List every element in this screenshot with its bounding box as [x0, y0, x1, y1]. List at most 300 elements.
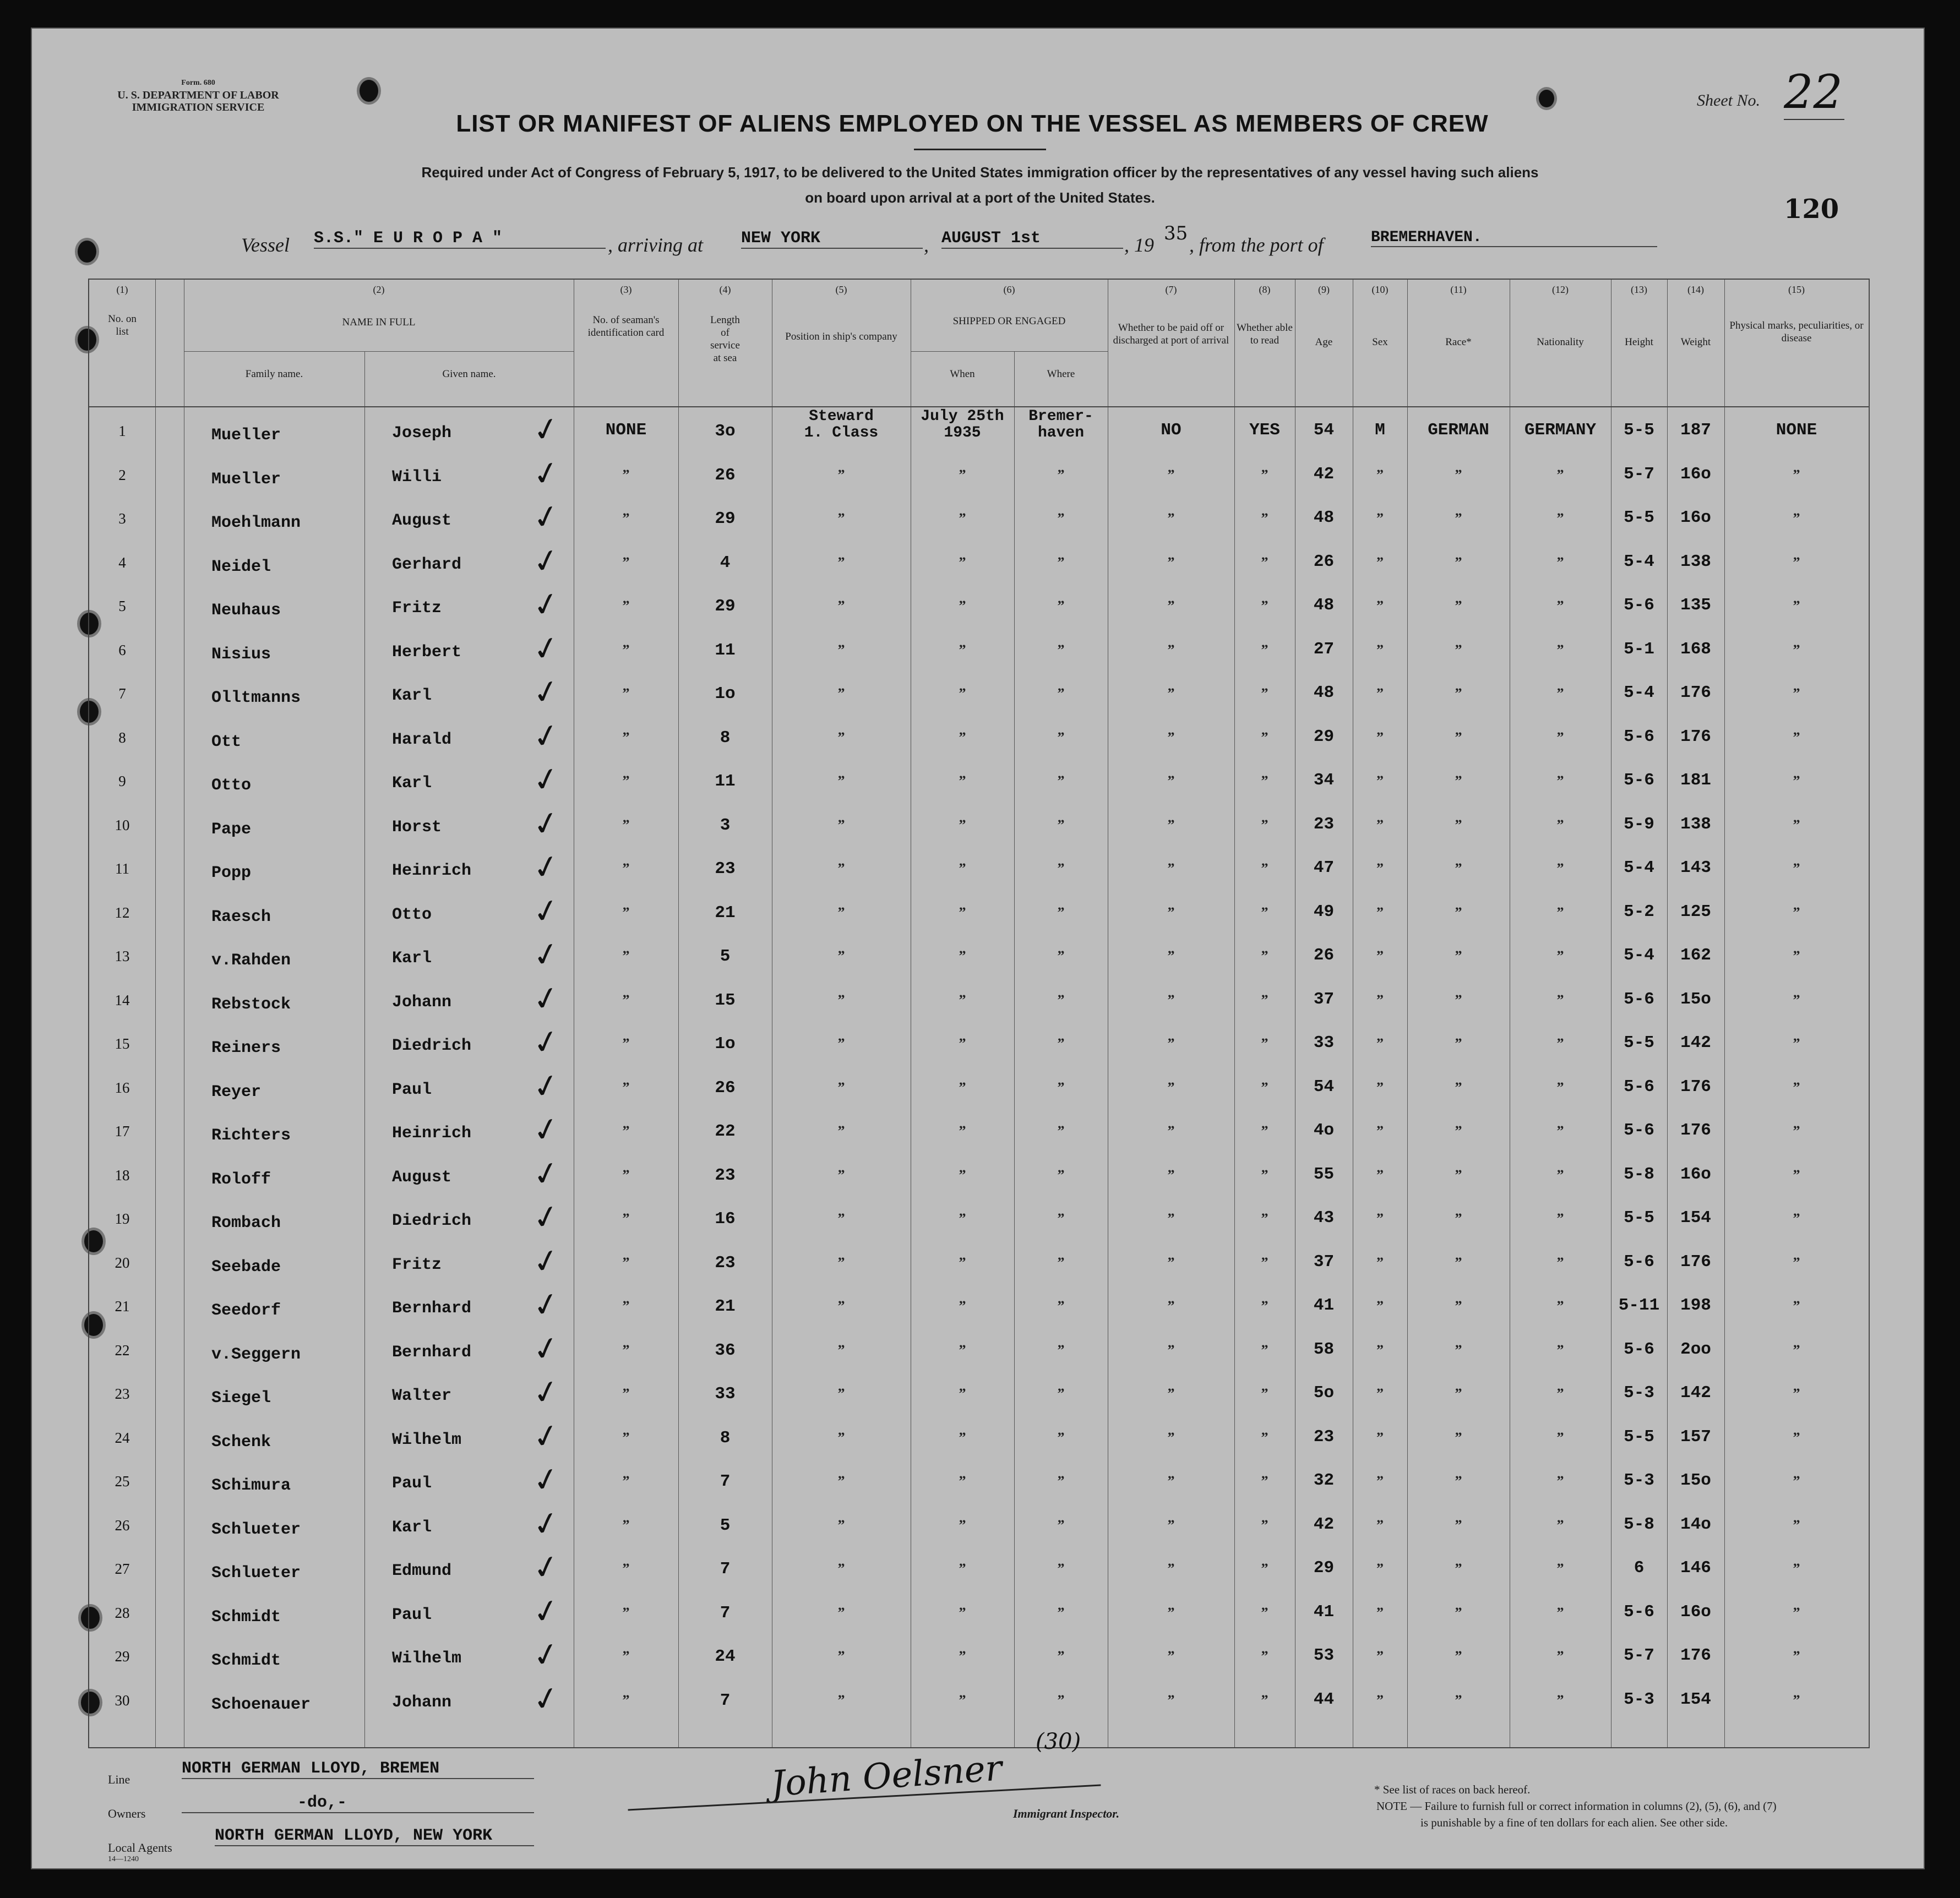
ditto-mark: ” [1167, 1692, 1175, 1708]
ditto-mark: ” [1057, 1561, 1065, 1577]
ditto-mark: ” [959, 816, 966, 833]
ditto-mark: ” [1057, 1386, 1065, 1401]
ditto-mark: ” [1556, 1692, 1564, 1708]
ditto-mark: ” [1261, 991, 1268, 1008]
ditto-mark: ” [1793, 1473, 1800, 1489]
service-length: 4 [720, 553, 731, 572]
ditto-mark: ” [1455, 1298, 1462, 1314]
service-length: 15 [715, 990, 736, 1010]
ditto-mark: ” [837, 1341, 845, 1358]
ditto-mark: ” [622, 1604, 630, 1621]
ditto-mark: ” [1793, 1166, 1800, 1183]
shipped-where [1014, 408, 1108, 441]
races-note: * See list of races on back hereof. [1374, 1783, 1531, 1796]
service-length: 29 [715, 597, 736, 616]
weight: 187 [1680, 421, 1711, 440]
service-length: 36 [715, 1340, 736, 1360]
ditto-mark: ” [1556, 1035, 1564, 1051]
ditto-mark: ” [1793, 729, 1800, 745]
ditto-mark: ” [1455, 1166, 1462, 1183]
weight: 14o [1680, 1514, 1711, 1534]
ditto-mark: ” [1556, 1386, 1564, 1401]
family-name: Popp [211, 864, 252, 882]
ditto-mark: ” [622, 1517, 630, 1533]
ditto-mark: ” [1793, 991, 1800, 1008]
weight: 181 [1680, 771, 1711, 790]
ditto-mark: ” [959, 1341, 966, 1358]
arrival-port: NEW YORK [741, 229, 923, 249]
height: 5-5 [1624, 421, 1654, 440]
arrival-date: AUGUST 1st [941, 229, 1123, 249]
given-name: Bernhard [392, 1299, 472, 1318]
sex: M [1375, 421, 1385, 440]
ditto-mark: ” [622, 1473, 630, 1489]
age: 26 [1313, 946, 1335, 965]
weight: 146 [1680, 1558, 1711, 1578]
ditto-mark: ” [837, 948, 845, 964]
height: 5-3 [1624, 1689, 1654, 1709]
service-length: 3 [720, 815, 731, 835]
column-number: (9) [1318, 284, 1330, 295]
checkmark: ✓ [529, 627, 563, 669]
service-length: 22 [715, 1122, 736, 1141]
ditto-mark: ” [1057, 598, 1065, 614]
family-name: Schmidt [211, 1607, 281, 1627]
ditto-mark: ” [837, 554, 845, 570]
ditto-mark: ” [1167, 1648, 1175, 1664]
service-length: 23 [715, 859, 736, 879]
weight: 176 [1680, 727, 1711, 746]
ditto-mark: ” [959, 641, 966, 658]
ditto-mark: ” [1261, 1166, 1268, 1183]
ditto-mark: ” [1167, 1604, 1175, 1621]
service-length: 7 [720, 1472, 731, 1491]
family-name: Richters [211, 1126, 291, 1145]
ditto-mark: ” [1167, 598, 1175, 614]
position-line: Steward [809, 408, 874, 425]
service-length: 23 [715, 1165, 736, 1185]
row-number: 14 [115, 991, 130, 1008]
ditto-mark: ” [837, 991, 845, 1008]
ditto-mark: ” [1455, 1035, 1462, 1051]
row-number: 26 [115, 1517, 130, 1534]
ditto-mark: ” [1455, 466, 1462, 483]
checkmark: ✓ [529, 539, 563, 582]
ditto-mark: ” [1167, 816, 1175, 833]
weight: 138 [1680, 552, 1711, 571]
row-number: 15 [115, 1035, 130, 1052]
owners-value: -do,- [182, 1793, 534, 1813]
age: 32 [1313, 1471, 1335, 1490]
ditto-mark: ” [837, 1429, 845, 1446]
ditto-mark: ” [1793, 510, 1800, 526]
ditto-mark: ” [959, 1561, 966, 1577]
ditto-mark: ” [1057, 991, 1065, 1008]
ditto-mark: ” [837, 1298, 845, 1314]
age: 29 [1313, 1558, 1335, 1578]
column-number: (4) [719, 284, 731, 295]
ditto-mark: ” [1376, 1604, 1384, 1621]
sheet-label: Sheet No. [1697, 91, 1760, 110]
header-nationality: Nationality [1537, 336, 1584, 348]
ditto-mark: ” [1455, 991, 1462, 1008]
age: 4o [1313, 1121, 1335, 1140]
ditto-mark: ” [1057, 1298, 1065, 1314]
ditto-mark: ” [1793, 1341, 1800, 1358]
where-line: haven [1037, 424, 1084, 441]
row-number: 5 [118, 598, 126, 614]
column-number: (1) [116, 284, 128, 295]
ditto-mark: ” [1057, 948, 1065, 964]
checkmark: ✓ [529, 846, 563, 888]
checkmark: ✓ [529, 758, 563, 801]
row-number: 23 [115, 1386, 130, 1402]
header-race: Race* [1445, 336, 1472, 348]
when-line: July 25th [921, 408, 1004, 425]
ditto-mark: ” [1167, 904, 1175, 920]
weight: 16o [1680, 508, 1711, 527]
family-name: Reyer [211, 1082, 262, 1101]
service-length: 1o [715, 1034, 736, 1054]
ditto-mark: ” [1455, 904, 1462, 920]
ditto-mark: ” [1376, 1210, 1384, 1226]
checkmark: ✓ [529, 1240, 563, 1282]
ditto-mark: ” [1261, 729, 1268, 745]
ditto-mark: ” [1261, 1079, 1268, 1095]
ditto-mark: ” [1057, 1166, 1065, 1183]
given-name: August [392, 1168, 452, 1187]
ditto-mark: ” [1556, 510, 1564, 526]
service-length: 23 [715, 1253, 736, 1273]
ditto-mark: ” [837, 904, 845, 920]
family-name: Olltmanns [211, 689, 301, 707]
family-name: Pape [211, 820, 252, 839]
ditto-mark: ” [1167, 1210, 1175, 1226]
ditto-mark: ” [1455, 816, 1462, 833]
given-name: Paul [392, 1080, 432, 1099]
given-name: Johann [392, 992, 452, 1012]
given-name: Fritz [392, 599, 442, 618]
ditto-mark: ” [837, 510, 845, 526]
age: 34 [1313, 771, 1335, 790]
ditto-mark: ” [1167, 773, 1175, 789]
ditto-mark: ” [1793, 1079, 1800, 1095]
ditto-mark: ” [1167, 948, 1175, 964]
weight: 176 [1680, 1252, 1711, 1272]
row-number: 6 [118, 641, 126, 658]
subtitle-line: Required under Act of Congress of February 5, 1917, to be delivered to the United States immigration officer by the representatives of any vessel having such aliens [421, 164, 1539, 181]
ditto-mark: ” [837, 816, 845, 833]
age: 58 [1313, 1339, 1335, 1359]
row-number: 13 [115, 948, 130, 964]
punch-hole [75, 238, 99, 265]
row-number: 19 [115, 1210, 130, 1227]
checkmark: ✓ [529, 802, 563, 844]
weight: 154 [1680, 1689, 1711, 1709]
ditto-mark: ” [1057, 1648, 1065, 1664]
ditto-mark: ” [1167, 1386, 1175, 1401]
ditto-mark: ” [1556, 1079, 1564, 1095]
height: 5-6 [1624, 771, 1654, 790]
ditto-mark: ” [837, 729, 845, 745]
ditto-mark: ” [959, 1079, 966, 1095]
given-name: Herbert [392, 642, 462, 662]
weight: 125 [1680, 902, 1711, 921]
height: 5-6 [1624, 1252, 1654, 1272]
row-number: 17 [115, 1123, 130, 1139]
family-name: Nisius [211, 645, 271, 664]
height: 5-4 [1624, 946, 1654, 965]
ditto-mark: ” [1167, 554, 1175, 570]
row-number: 10 [115, 816, 130, 833]
weight: 142 [1680, 1033, 1711, 1052]
given-name: Walter [392, 1387, 452, 1405]
family-name: Schmidt [211, 1651, 281, 1670]
punch-hole [1536, 87, 1557, 110]
ditto-mark: ” [959, 1604, 966, 1621]
family-name: Neidel [211, 557, 271, 576]
ditto-mark: ” [959, 1166, 966, 1183]
service-length: 3o [715, 422, 736, 441]
ditto-mark: ” [1376, 1123, 1384, 1139]
ditto-mark: ” [837, 860, 845, 876]
crew-table [88, 279, 1870, 1754]
service-length: 7 [720, 1559, 731, 1579]
ditto-mark: ” [959, 1123, 966, 1139]
height: 5-4 [1624, 858, 1654, 877]
row-number: 30 [115, 1692, 130, 1709]
ditto-mark: ” [837, 1166, 845, 1183]
column-number: (15) [1788, 284, 1805, 295]
header-length-service: Length of service at sea [710, 314, 740, 364]
given-name: Gerhard [392, 555, 462, 574]
ditto-mark: ” [1793, 1561, 1800, 1577]
ditto-mark: ” [1793, 860, 1800, 876]
height: 5-5 [1624, 1208, 1654, 1228]
ditto-mark: ” [1793, 641, 1800, 658]
ditto-mark: ” [837, 598, 845, 614]
ditto-mark: ” [1261, 1473, 1268, 1489]
weight: 15o [1680, 1471, 1711, 1490]
ditto-mark: ” [1057, 904, 1065, 920]
ditto-mark: ” [1057, 466, 1065, 483]
ditto-mark: ” [1376, 466, 1384, 483]
ditto-mark: ” [1556, 1254, 1564, 1270]
checkmark: ✓ [529, 495, 563, 538]
ditto-mark: ” [1793, 1692, 1800, 1708]
ditto-mark: ” [837, 1035, 845, 1051]
ditto-mark: ” [1376, 816, 1384, 833]
row-number: 24 [115, 1429, 130, 1446]
ditto-mark: ” [959, 904, 966, 920]
ditto-mark: ” [1167, 1254, 1175, 1270]
given-name: Paul [392, 1474, 432, 1493]
checkmark: ✓ [529, 1546, 563, 1589]
ditto-mark: ” [1556, 1429, 1564, 1446]
ditto-mark: ” [959, 510, 966, 526]
height: 5-6 [1624, 989, 1654, 1009]
height: 5-7 [1624, 464, 1654, 484]
agents-value: NORTH GERMAN LLOYD, NEW YORK [215, 1826, 534, 1846]
age: 42 [1313, 1514, 1335, 1534]
given-name: Johann [392, 1693, 452, 1712]
ditto-mark: ” [1455, 948, 1462, 964]
height: 5-6 [1624, 596, 1654, 615]
ditto-mark: ” [837, 685, 845, 701]
weight: 142 [1680, 1383, 1711, 1403]
ditto-mark: ” [1376, 904, 1384, 920]
ditto-mark: ” [1793, 773, 1800, 789]
ditto-mark: ” [1057, 1341, 1065, 1358]
ditto-mark: ” [622, 685, 630, 701]
checkmark: ✓ [529, 1152, 563, 1195]
ditto-mark: ” [837, 1079, 845, 1095]
ditto-mark: ” [622, 1210, 630, 1226]
given-name: Harald [392, 730, 452, 749]
year-prefix: , 19 [1124, 234, 1154, 256]
column-number: (10) [1371, 284, 1389, 295]
ditto-mark: ” [1167, 1561, 1175, 1577]
ditto-mark: ” [1261, 904, 1268, 920]
age: 53 [1313, 1646, 1335, 1665]
checkmark: ✓ [529, 1196, 563, 1239]
vessel-name: S.S." E U R O P A " [314, 229, 606, 249]
ditto-mark: ” [1167, 1123, 1175, 1139]
header-when: When [950, 368, 975, 380]
ditto-mark: ” [1455, 1210, 1462, 1226]
weight: 16o [1680, 464, 1711, 484]
header-position: Position in ship's company [785, 331, 897, 342]
ditto-mark: ” [1793, 1517, 1800, 1533]
ditto-mark: ” [959, 1254, 966, 1270]
ditto-mark: ” [959, 1298, 966, 1314]
row-number: 22 [115, 1341, 130, 1359]
ditto-mark: ” [1455, 554, 1462, 570]
ditto-mark: ” [622, 1429, 630, 1446]
row-number: 29 [115, 1648, 130, 1665]
ditto-mark: ” [959, 466, 966, 483]
service-length: 24 [715, 1647, 736, 1666]
weight: 176 [1680, 1121, 1711, 1140]
row-number: 3 [118, 510, 126, 527]
ditto-mark: ” [1261, 1341, 1268, 1358]
ditto-mark: ” [837, 1123, 845, 1139]
vessel-label: Vessel [241, 234, 290, 256]
given-name: Willi [392, 467, 442, 487]
service-length: 33 [715, 1384, 736, 1404]
weight: 176 [1680, 683, 1711, 702]
checkmark: ✓ [529, 1327, 563, 1370]
given-name: Edmund [392, 1562, 452, 1580]
ditto-mark: ” [837, 641, 845, 658]
ditto-mark: ” [837, 1210, 845, 1226]
ditto-mark: ” [1261, 1692, 1268, 1708]
form-code: 14—1240 [108, 1855, 139, 1863]
ditto-mark: ” [622, 1123, 630, 1139]
ditto-mark: ” [1376, 1648, 1384, 1664]
ditto-mark: ” [1261, 1210, 1268, 1226]
age: 54 [1313, 421, 1335, 440]
ditto-mark: ” [1376, 598, 1384, 614]
ditto-mark: ” [1793, 598, 1800, 614]
weight: 176 [1680, 1077, 1711, 1097]
height: 5-6 [1624, 1121, 1654, 1140]
column-number: (3) [620, 284, 632, 295]
header-paid-off: Whether to be paid off or discharged at port of arrival [1113, 322, 1229, 346]
ditto-mark: ” [1793, 685, 1800, 701]
column-number: (14) [1687, 284, 1704, 295]
height: 5-3 [1624, 1383, 1654, 1403]
ditto-mark: ” [1376, 554, 1384, 570]
ditto-mark: ” [1261, 1386, 1268, 1401]
ditto-mark: ” [1261, 860, 1268, 876]
position-line: 1. Class [804, 424, 879, 441]
manifest-subtitle [231, 160, 1729, 210]
seaman-id: NONE [605, 421, 647, 440]
column-number: (11) [1450, 284, 1467, 295]
subtitle-line: on board upon arrival at a port of the United States. [805, 189, 1155, 206]
age: 37 [1313, 989, 1335, 1009]
row-number: 8 [118, 729, 126, 746]
ditto-mark: ” [1556, 554, 1564, 570]
weight: 15o [1680, 989, 1711, 1009]
ditto-mark: ” [1376, 1254, 1384, 1270]
ditto-mark: ” [1167, 510, 1175, 526]
ditto-mark: ” [622, 1692, 630, 1708]
row-number: 25 [115, 1473, 130, 1490]
ditto-mark: ” [1261, 685, 1268, 701]
service-length: 11 [715, 640, 736, 660]
ditto-mark: ” [1556, 1210, 1564, 1226]
arriving-label: , arriving at [608, 234, 704, 256]
ditto-mark: ” [959, 1035, 966, 1051]
given-name: Horst [392, 817, 442, 837]
height: 5-9 [1624, 814, 1654, 834]
ditto-mark: ” [1556, 685, 1564, 701]
given-name: Heinrich [392, 861, 472, 880]
row-number: 4 [118, 554, 126, 571]
department-name: U. S. DEPARTMENT OF LABOR [117, 89, 279, 101]
ditto-mark: ” [1556, 1341, 1564, 1358]
ditto-mark: ” [1167, 1166, 1175, 1183]
departure-port: BREMERHAVEN. [1371, 229, 1657, 247]
service-length: 7 [720, 1603, 731, 1623]
service-length: 29 [715, 509, 736, 528]
line-value: NORTH GERMAN LLOYD, BREMEN [182, 1759, 534, 1779]
ditto-mark: ” [1455, 1386, 1462, 1401]
penalty-note-continued: is punishable by a fine of ten dollars for each alien. See other side. [1420, 1816, 1728, 1829]
given-name: Karl [392, 949, 432, 968]
ditto-mark: ” [1261, 641, 1268, 658]
ditto-mark: ” [1057, 860, 1065, 876]
ditto-mark: ” [622, 466, 630, 483]
ditto-mark: ” [1556, 1604, 1564, 1621]
ditto-mark: ” [1376, 510, 1384, 526]
row-number: 1 [118, 423, 126, 439]
ditto-mark: ” [622, 991, 630, 1008]
height: 6 [1634, 1558, 1645, 1578]
column-rule [155, 280, 156, 1747]
ditto-mark: ” [1261, 1517, 1268, 1533]
weight: 198 [1680, 1296, 1711, 1315]
ditto-mark: ” [1261, 466, 1268, 483]
checkmark: ✓ [529, 408, 563, 451]
service-length: 8 [720, 1428, 731, 1448]
ditto-mark: ” [1376, 1473, 1384, 1489]
ditto-mark: ” [1455, 1254, 1462, 1270]
height: 5-8 [1624, 1164, 1654, 1184]
given-name: Karl [392, 774, 432, 793]
